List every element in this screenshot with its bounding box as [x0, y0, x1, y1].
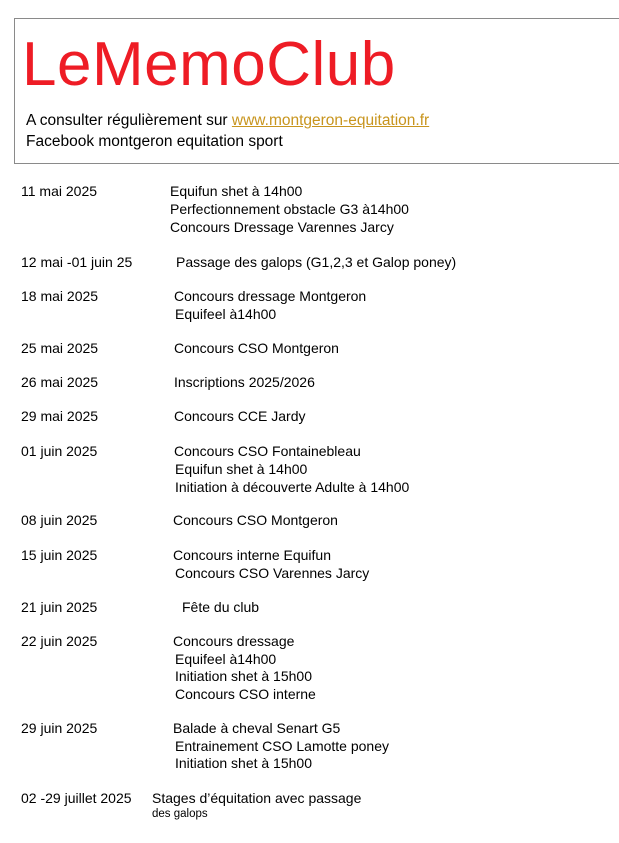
- event-line: Concours CSO Montgeron: [174, 340, 339, 356]
- event-line: Equifun shet à 14h00: [175, 461, 308, 477]
- event-line: Perfectionnement obstacle G3 à14h00: [170, 201, 409, 217]
- event-line: Initiation shet à 15h00: [175, 755, 312, 771]
- event-date: 08 juin 2025: [21, 512, 98, 528]
- event-line: Concours CSO Fontainebleau: [174, 443, 361, 459]
- event-date: 29 juin 2025: [21, 720, 98, 736]
- event-date: 21 juin 2025: [21, 599, 98, 615]
- event-line: Concours Dressage Varennes Jarcy: [170, 219, 394, 235]
- event-line: Concours CSO Montgeron: [173, 512, 338, 528]
- event-date: 12 mai -01 juin 25: [21, 254, 133, 270]
- event-date: 02 -29 juillet 2025: [21, 790, 132, 806]
- event-line: Concours CSO interne: [175, 686, 316, 702]
- event-line: Fête du club: [182, 599, 260, 615]
- event-line: Entrainement CSO Lamotte poney: [175, 738, 390, 754]
- event-date: 18 mai 2025: [21, 288, 99, 304]
- club-title: LeMemoClub: [22, 30, 396, 99]
- event-line: Stages d’équitation avec passage: [152, 790, 362, 806]
- event-date: 25 mai 2025: [21, 340, 99, 356]
- event-line: Concours CSO Varennes Jarcy: [175, 565, 370, 581]
- event-line: Equifun shet à 14h00: [170, 183, 303, 199]
- event-line: Equifeel à14h00: [175, 651, 277, 667]
- event-date: 26 mai 2025: [21, 374, 99, 390]
- event-line: Concours dressage: [173, 633, 295, 649]
- facebook-line: Facebook montgeron equitation sport: [26, 133, 283, 150]
- event-line: Concours dressage Montgeron: [174, 288, 367, 304]
- event-line: Concours CCE Jardy: [174, 408, 306, 424]
- event-date: 15 juin 2025: [21, 547, 98, 563]
- consult-text: A consulter régulièrement sur: [26, 112, 232, 129]
- event-line: Concours interne Equifun: [173, 547, 331, 563]
- website-link[interactable]: www.montgeron-equitation.fr: [231, 112, 430, 129]
- event-line: Initiation shet à 15h00: [175, 668, 312, 684]
- event-line: Inscriptions 2025/2026: [174, 374, 315, 390]
- event-line: Initiation à découverte Adulte à 14h00: [175, 479, 410, 495]
- event-date: 11 mai 2025: [21, 183, 98, 199]
- event-date: 29 mai 2025: [21, 408, 99, 424]
- event-date: 22 juin 2025: [21, 633, 98, 649]
- event-line: Equifeel à14h00: [175, 306, 277, 322]
- event-line: Balade à cheval Senart G5: [173, 720, 341, 736]
- event-date: 01 juin 2025: [21, 443, 98, 459]
- event-line: Passage des galops (G1,2,3 et Galop poney): [176, 254, 457, 270]
- event-line: des galops: [152, 808, 208, 820]
